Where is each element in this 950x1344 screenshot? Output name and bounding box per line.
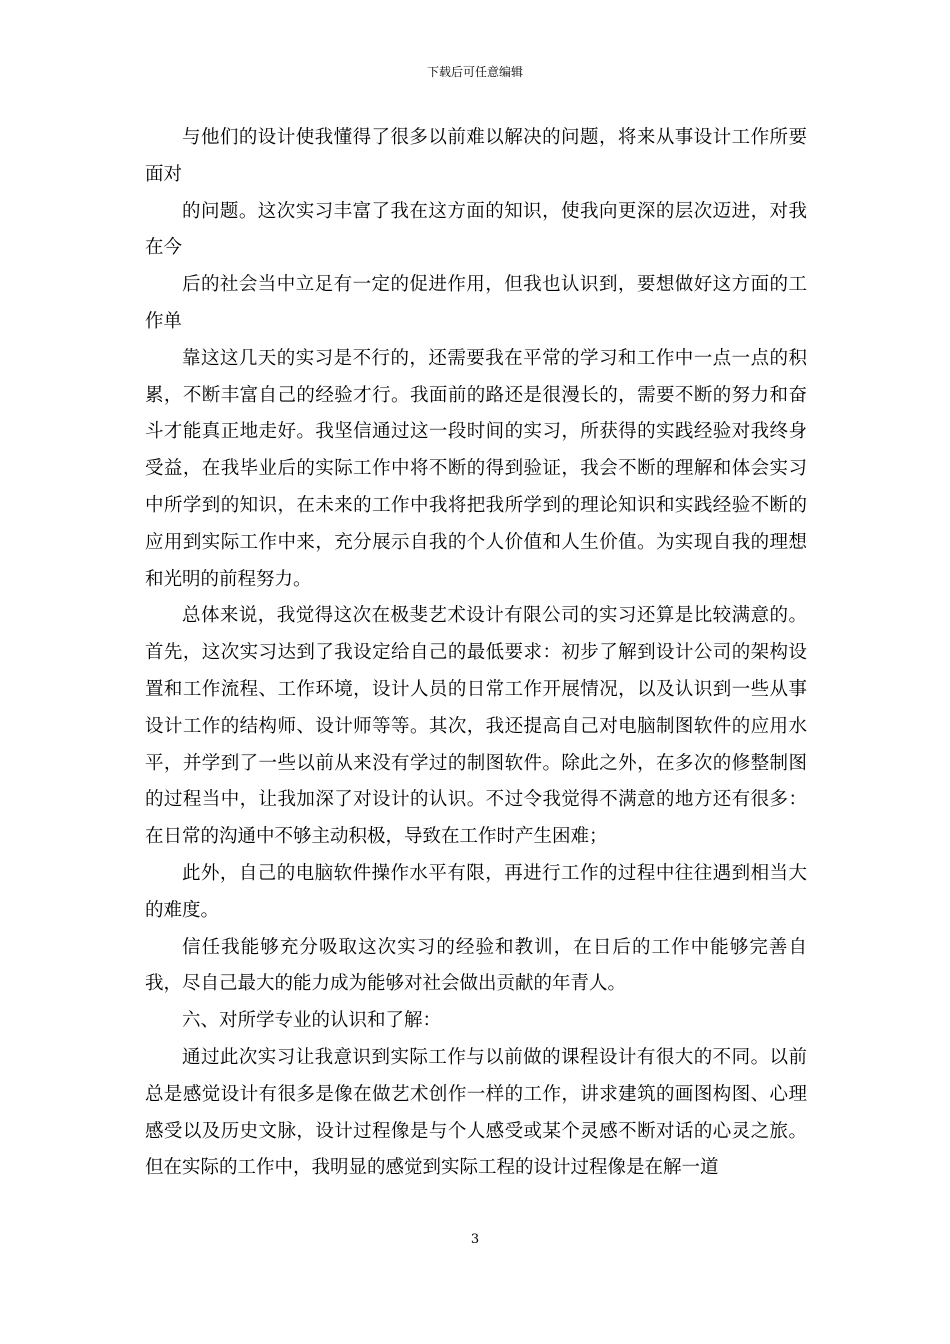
section-heading: 六、对所学专业的认识和了解： (182, 1010, 442, 1032)
page-header: 下载后可任意编辑 (426, 65, 523, 79)
document-body (145, 120, 807, 1187)
paragraph: 此外，自己的电脑软件操作水平有限，再进行工作的过程中往往遇到相当大的难度。 (145, 862, 807, 921)
paragraph: 总体来说，我觉得这次在极斐艺术设计有限公司的实习还算是比较满意的。首先，这次实习达到了我设定给自己的最低要求：初步了解到设计公司的架构设置和工作流程、工作环境，设计人员的日常工作开展情况，以及认识到一些从事设计工作的结构师、设计师等等。其次，我还提高自己对电脑制图软件的应用水平，并学到了一些以前从来没有学过的制图软件。除此之外，在多次的修整制图的过程当中，让我加深了对设计的认识。不过令我觉得不满意的地方还有很多：在日常的沟通中不够主动积极，导致在工作时产生困难； (145, 605, 807, 848)
paragraph: 通过此次实习让我意识到实际工作与以前做的课程设计有很大的不同。以前总是感觉设计有很多是像在做艺术创作一样的工作，讲求建筑的画图构图、心理感受以及历史文脉，设计过程像是与个人感受或某个灵感不断对话的心灵之旅。但在实际的工作中，我明显的感觉到实际工程的设计过程像是在解一道 (145, 1046, 807, 1179)
paragraph: 的问题。这次实习丰富了我在这方面的知识，使我向更深的层次迈进，对我在今 (145, 200, 807, 259)
paragraph: 信任我能够充分吸取这次实习的经验和教训，在日后的工作中能够完善自我，尽自己最大的能力成为能够对社会做出贡献的年青人。 (145, 936, 807, 995)
paragraph: 与他们的设计使我懂得了很多以前难以解决的问题，将来从事设计工作所要面对 (145, 127, 807, 185)
page-number: 3 (470, 1232, 480, 1247)
paragraph: 靠这这几天的实习是不行的，还需要我在平常的学习和工作中一点一点的积累，不断丰富自己的经验才行。我面前的路还是很漫长的，需要不断的努力和奋斗才能真正地走好。我坚信通过这一段时间的实习，所获得的实践经验对我终身受益，在我毕业后的实际工作中将不断的得到验证，我会不断的理解和体会实习中所学到的知识，在未来的工作中我将把我所学到的理论知识和实践经验不断的应用到实际工作中来，充分展示自我的个人价值和人生价值。为实现自我的理想和光明的前程努力。 (145, 347, 807, 590)
paragraph: 后的社会当中立足有一定的促进作用，但我也认识到，要想做好这方面的工作单 (145, 274, 807, 332)
